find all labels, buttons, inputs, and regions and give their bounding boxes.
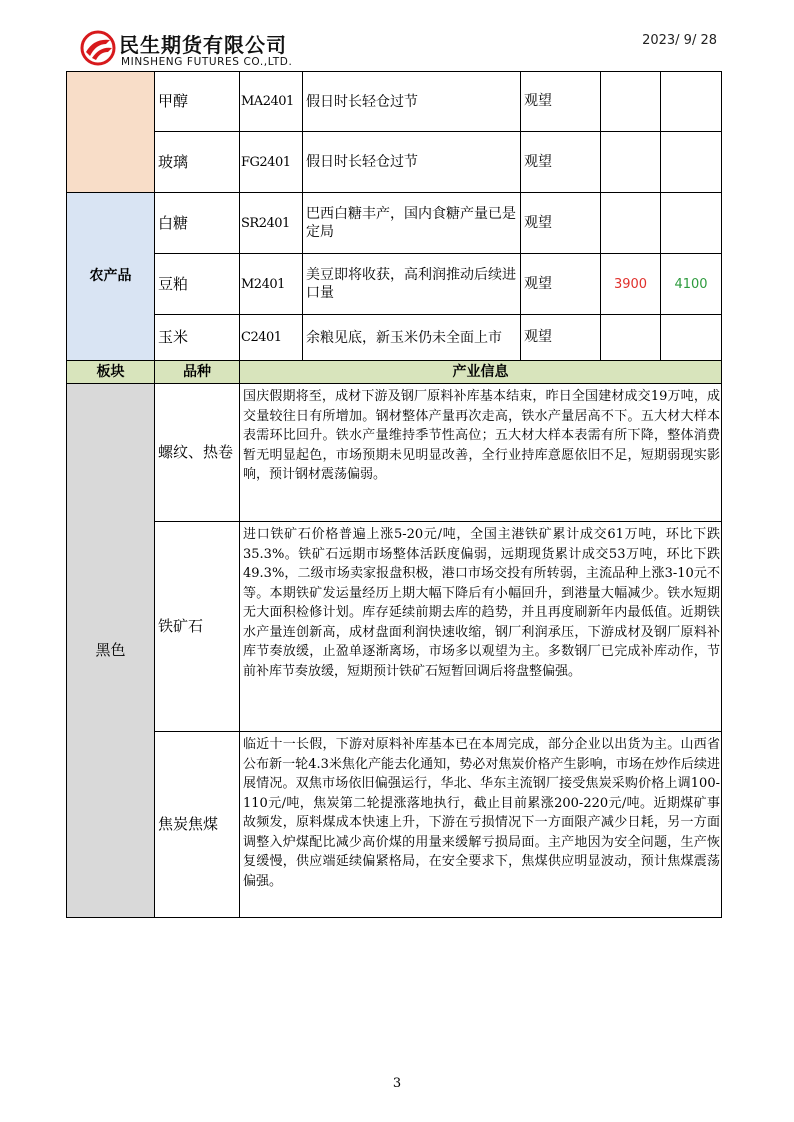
- reason-text: 余粮见底，新玉米仍未全面上市: [303, 315, 521, 361]
- contract-code: M2401: [240, 254, 303, 315]
- header-sector: 板块: [67, 361, 155, 384]
- info-variety: 螺纹、热卷: [155, 384, 240, 522]
- table-row: [67, 193, 722, 254]
- contract-code: FG2401: [240, 132, 303, 193]
- resistance-level: [661, 72, 722, 132]
- support-level: 3900: [601, 254, 661, 315]
- advice-text: 观望: [521, 254, 601, 315]
- resistance-level: [661, 132, 722, 193]
- contract-code: C2401: [240, 315, 303, 361]
- table-row: [67, 132, 722, 193]
- table-row: [67, 732, 722, 918]
- contract-code: MA2401: [240, 72, 303, 132]
- variety-name: 豆粕: [155, 254, 240, 315]
- page-number: 3: [392, 1076, 402, 1091]
- advice-text: 观望: [521, 315, 601, 361]
- table-row: [67, 384, 722, 522]
- variety-name: 玻璃: [155, 132, 240, 193]
- resistance-level: 4100: [661, 254, 722, 315]
- info-text: 临近十一长假，下游对原料补库基本已在本周完成，部分企业以出货为主。山西省公布新一轮4.3米焦化产能去化通知，势必对焦炭价格产生影响，市场在炒作后续进展情况。双焦市场依旧偏强运行，华北、华东主流钢厂接受焦炭采购价格上调100-110元/吨，焦炭第二轮提涨落地执行，截止目前累涨200-220元/吨。近期煤矿事故频发，原料煤成本快速上升，下游在亏损情况下一方面限产减少日耗，另一方面调整入炉煤配比减少高价煤的用量来缓解亏损局面。主产地因为安全问题，生产恢复缓慢，供应端延续偏紧格局，在安全要求下，焦煤供应明显波动，预计焦煤震荡偏强。: [240, 732, 722, 918]
- reason-text: 巴西白糖丰产，国内食糖产量已是定局: [303, 193, 521, 254]
- sector-cell-black: 黑色: [67, 384, 155, 918]
- company-name-en: MINSHENG FUTURES CO.,LTD.: [121, 56, 293, 68]
- report-date: 2023/ 9/ 28: [642, 33, 717, 48]
- resistance-level: [661, 315, 722, 361]
- variety-name: 甲醇: [155, 72, 240, 132]
- reason-text: 假日时长轻仓过节: [303, 132, 521, 193]
- support-level: [601, 72, 661, 132]
- table-row: [67, 315, 722, 361]
- company-name-cn: 民生期货有限公司: [119, 33, 287, 57]
- variety-name: 玉米: [155, 315, 240, 361]
- info-variety: 铁矿石: [155, 522, 240, 732]
- sector-cell-chem: [67, 72, 155, 193]
- header-variety: 品种: [155, 361, 240, 384]
- info-text: 进口铁矿石价格普遍上涨5-20元/吨，全国主港铁矿累计成交61万吨，环比下跌35.3%。铁矿石远期市场整体活跃度偏弱，远期现货累计成交53万吨，环比下跌49.3%，二级市场卖家报盘积极，港口市场交投有所转弱，主流品种上涨3-10元不等。本期铁矿发运量经历上期大幅下降后有小幅回升，到港量大幅减少。铁水短期无大面积检修计划。库存延续前期去库的趋势，并且再度刷新年内最低值。近期铁水产量连创新高，成材盘面利润快速收缩，钢厂利润承压，下游成材及钢厂原料补库节奏放缓，止盈单逐渐离场，市场多以观望为主。多数钢厂已完成补库动作，节前补库节奏放缓，短期预计铁矿石短暂回调后将盘整偏强。: [240, 522, 722, 732]
- info-variety: 焦炭焦煤: [155, 732, 240, 918]
- support-level: [601, 193, 661, 254]
- reason-text: 美豆即将收获，高利润推动后续进口量: [303, 254, 521, 315]
- sector-cell-agri: 农产品: [67, 193, 155, 361]
- table-row: [67, 254, 722, 315]
- page-header: [0, 0, 794, 72]
- reason-text: 假日时长轻仓过节: [303, 72, 521, 132]
- support-level: [601, 315, 661, 361]
- info-header-row: [67, 361, 722, 384]
- table-row: [67, 522, 722, 732]
- variety-name: 白糖: [155, 193, 240, 254]
- header-info: 产业信息: [240, 361, 722, 384]
- company-logo-icon: [80, 30, 116, 66]
- advice-text: 观望: [521, 193, 601, 254]
- resistance-level: [661, 193, 722, 254]
- table-row: [67, 72, 722, 132]
- support-level: [601, 132, 661, 193]
- strategy-table: [66, 71, 722, 918]
- info-text: 国庆假期将至，成材下游及钢厂原料补库基本结束，昨日全国建材成交19万吨，成交量较往日有所增加。钢材整体产量再次走高，铁水产量居高不下。五大材大样本表需环比回升。铁水产量维持季节性高位；五大材大样本表需有所下降，整体消费暂无明显起色，市场预期未见明显改善，全行业持库意愿依旧不足，短期弱现实影响，预计钢材震荡偏弱。: [240, 384, 722, 522]
- advice-text: 观望: [521, 72, 601, 132]
- advice-text: 观望: [521, 132, 601, 193]
- contract-code: SR2401: [240, 193, 303, 254]
